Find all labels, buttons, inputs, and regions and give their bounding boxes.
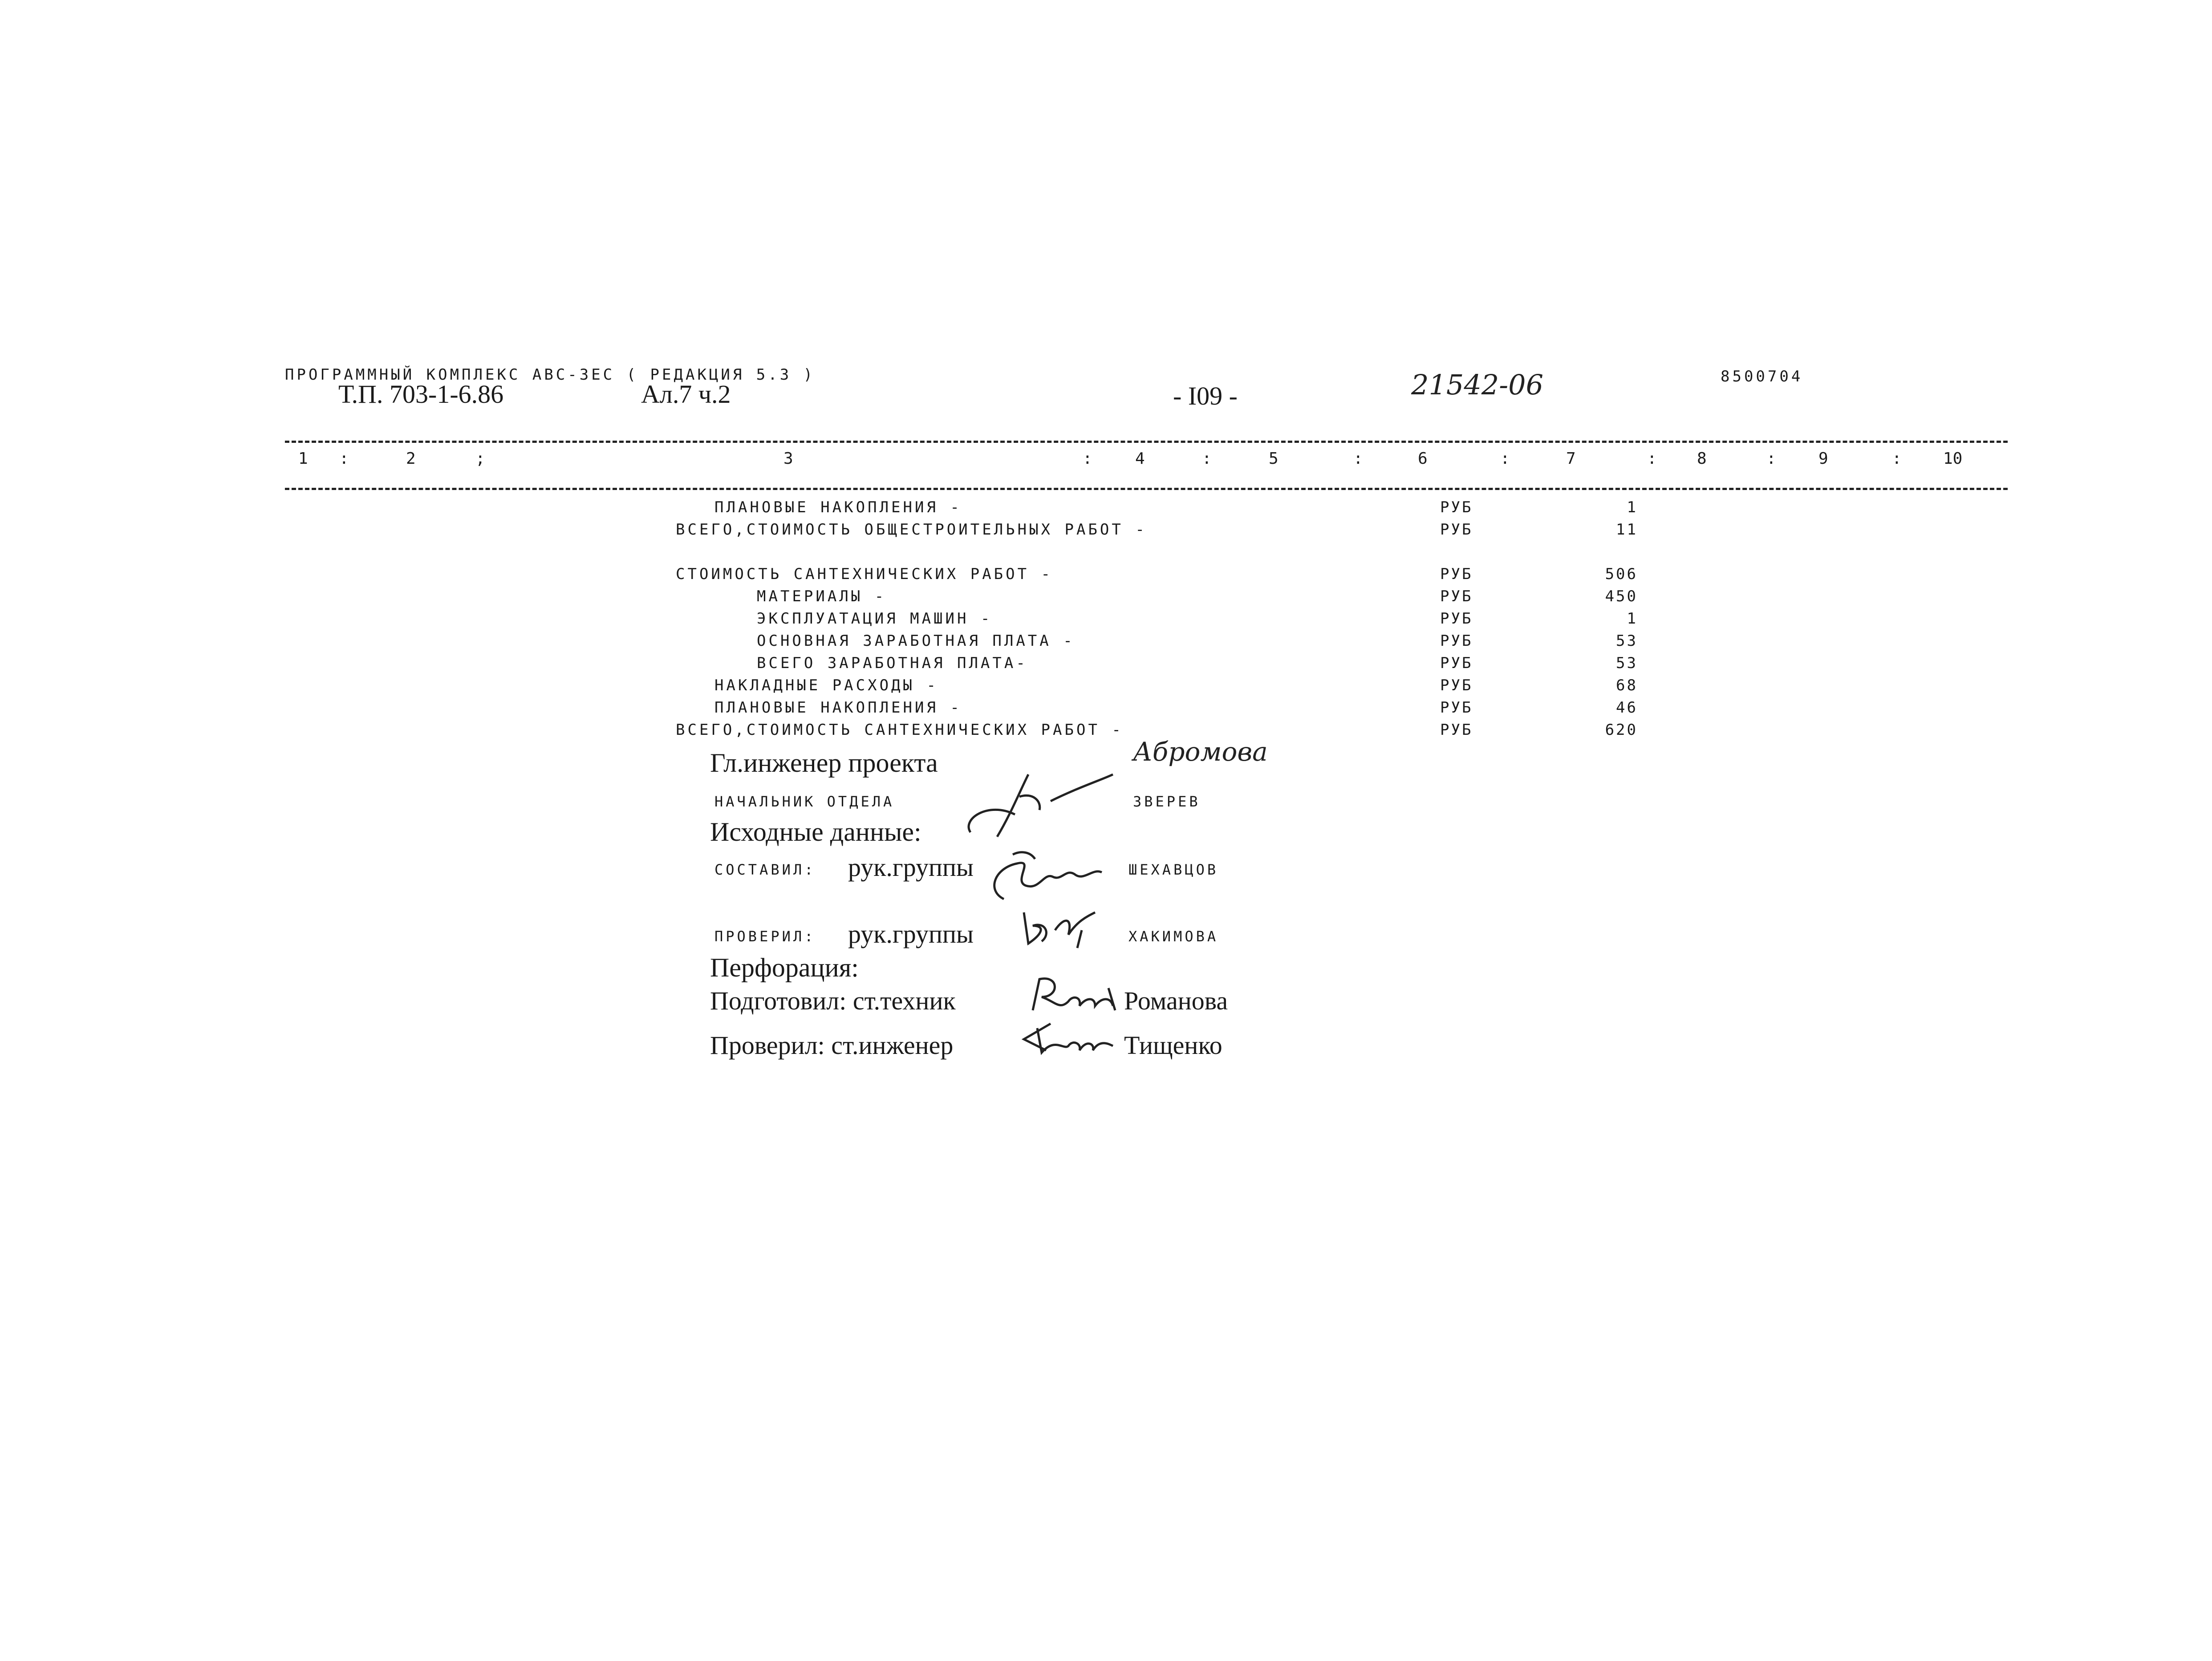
col-4: 4 [1135,450,1145,468]
print-code: 8500704 [1721,368,1803,385]
verified-name: Тищенко [1124,1031,1222,1060]
col-9: 9 [1818,450,1828,468]
col-10: 10 [1943,450,1963,468]
checked-name: ХАКИМОВА [1128,928,1219,945]
col-sep: : [1766,450,1776,468]
compiled-label: СОСТАВИЛ: [714,861,816,878]
table-row-unit: РУБ [1440,565,1473,583]
table-row-unit: РУБ [1440,677,1473,694]
table-row-unit: РУБ [1440,699,1473,717]
table-row-unit: РУБ [1440,632,1473,650]
top-dashed-rule [285,441,2008,443]
document-number: 21542-06 [1411,369,1544,401]
table-row-label: НАКЛАДНЫЕ РАСХОДЫ - [714,677,938,694]
table-row-unit: РУБ [1440,721,1473,739]
table-row-unit: РУБ [1440,587,1473,605]
table-row-label: СТОИМОСТЬ САНТЕХНИЧЕСКИХ РАБОТ - [676,565,1053,583]
col-8: 8 [1697,450,1707,468]
table-row-label: ВСЕГО ЗАРАБОТНАЯ ПЛАТА- [757,654,1028,672]
col-sep: : [339,450,349,468]
verified-label: Проверил: ст.инженер [710,1031,954,1060]
table-row-value: 46 [1616,699,1638,717]
col-2: 2 [406,450,416,468]
table-row-value: 1 [1627,610,1638,628]
checked-label: ПРОВЕРИЛ: [714,928,816,945]
perforation-label: Перфорация: [710,953,859,982]
project-code: Т.П. 703-1-6.86 [338,380,504,409]
table-row-value: 450 [1605,587,1638,605]
col-sep: : [1202,450,1212,468]
col-sep: ; [475,450,485,468]
table-row-label: ЭКСПЛУАТАЦИЯ МАШИН - [757,610,993,628]
prepared-name: Романова [1124,986,1228,1015]
table-row-unit: РУБ [1440,498,1473,516]
col-sep: : [1500,450,1510,468]
table-row-value: 53 [1616,654,1638,672]
col-sep: : [1647,450,1657,468]
chief-engineer-name: Абромова [1133,737,1268,767]
page-number: - I09 - [1173,381,1238,410]
compiled-signature [986,841,1120,903]
table-row-unit: РУБ [1440,654,1473,672]
col-5: 5 [1269,450,1278,468]
table-row-label: ПЛАНОВЫЕ НАКОПЛЕНИЯ - [714,699,962,717]
chief-engineer-label: Гл.инженер проекта [710,748,938,778]
program-header: ПРОГРАММНЫЙ КОМПЛЕКС АВС-3ЕС ( РЕДАКЦИЯ 5.3 ) [285,366,816,384]
col-6: 6 [1418,450,1428,468]
dept-head-label: НАЧАЛЬНИК ОТДЕЛА [714,793,895,810]
col-7: 7 [1566,450,1576,468]
prepared-label: Подготовил: ст.техник [710,986,956,1015]
table-row-label: ОСНОВНАЯ ЗАРАБОТНАЯ ПЛАТА - [757,632,1075,650]
table-row-value: 68 [1616,677,1638,694]
prepared-signature [1024,970,1126,1019]
checked-role: рук.группы [848,920,974,948]
table-row-label: ВСЕГО,СТОИМОСТЬ САНТЕХНИЧЕСКИХ РАБОТ - [676,721,1124,739]
table-row-value: 53 [1616,632,1638,650]
table-row-value: 620 [1605,721,1638,739]
table-row-label: МАТЕРИАЛЫ - [757,587,887,605]
table-row-value: 11 [1616,521,1638,539]
dept-head-signature [962,766,1122,841]
verified-signature [1019,1019,1122,1059]
table-row-label: ВСЕГО,СТОИМОСТЬ ОБЩЕСТРОИТЕЛЬНЫХ РАБОТ - [676,521,1147,539]
table-row-value: 506 [1605,565,1638,583]
compiled-role: рук.группы [848,853,974,882]
col-3: 3 [783,450,793,468]
compiled-name: ШЕХАВЦОВ [1128,861,1219,878]
bottom-dashed-rule [285,488,2008,490]
table-row-unit: РУБ [1440,521,1473,539]
album-number: Ал.7 ч.2 [641,380,731,409]
col-sep: : [1083,450,1092,468]
table-row-label: ПЛАНОВЫЕ НАКОПЛЕНИЯ - [714,498,962,516]
table-row-value: 1 [1627,498,1638,516]
col-sep: : [1892,450,1902,468]
source-data-label: Исходные данные: [710,817,921,847]
col-sep: : [1353,450,1363,468]
dept-head-name: ЗВЕРЕВ [1133,793,1201,810]
col-1: 1 [298,450,308,468]
checked-signature [1015,903,1104,952]
table-row-unit: РУБ [1440,610,1473,628]
